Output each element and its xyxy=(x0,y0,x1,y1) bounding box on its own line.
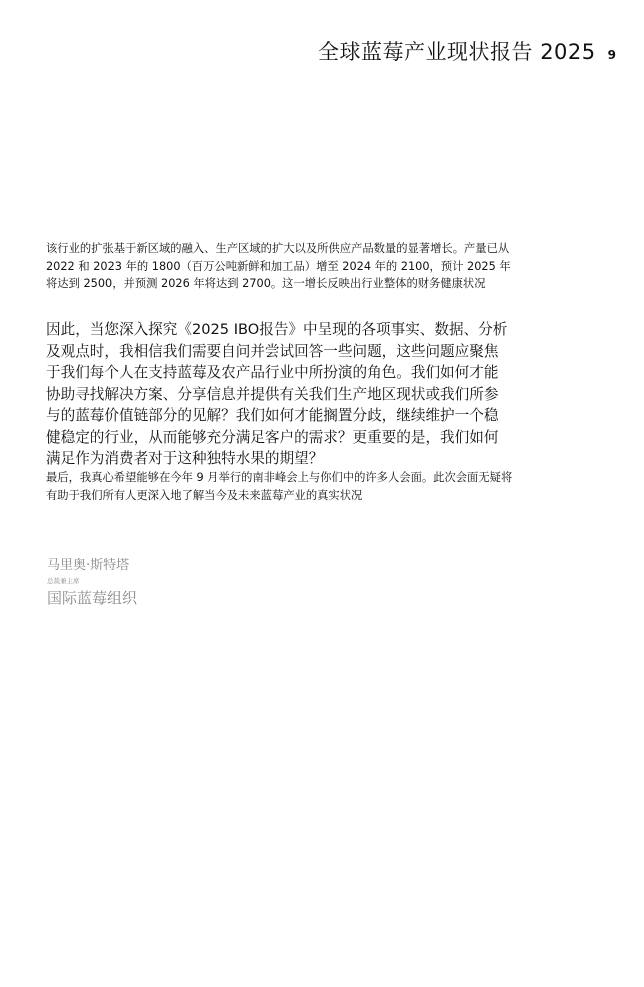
signer-role: 总裁兼主席 xyxy=(47,577,80,585)
paragraph-industry-growth: 该行业的扩张基于新区域的融入、生产区域的扩大以及所供应产品数量的显著增长。产量已从 2022 和 2023 年的 1800（百万公吨新鲜和加工品）增至 2024 年的 2100，预计 2025 年将达到 2500，并预测 2026 年将达到 2700。这一增长反映出行业整体的财务健康状况 xyxy=(46,242,511,290)
signature-block xyxy=(47,558,137,608)
page-number: 9 xyxy=(607,48,616,62)
organization-name: 国际蓝莓组织 xyxy=(47,589,138,607)
paragraph-closing: 最后，我真心希望能够在今年 9 月举行的南非峰会上与你们中的许多人会面。此次会面无疑将有助于我们所有人更深入地了解当今及未来蓝莓产业的真实状况 xyxy=(46,471,513,502)
signer-name: 马里奥·斯特塔 xyxy=(47,558,130,573)
page-header xyxy=(318,36,616,66)
report-title: 全球蓝莓产业现状报告 2025 xyxy=(318,40,596,64)
paragraph-questions: 因此，当您深入探究《2025 IBO报告》中呈现的各项事实、数据、分析及观点时，我相信我们需要自问并尝试回答一些问题，这些问题应聚焦于我们每个人在支持蓝莓及农产品行业中所扮演的角色。我们如何才能协助寻找解决方案、分享信息并提供有关我们生产地区现状或我们所参与的蓝莓价值链部分的见解？我们如何才能搁置分歧，继续维护一个稳健稳定的行业，从而能够充分满足客户的需求？更重要的是，我们如何满足作为消费者对于这种独特水果的期望？ xyxy=(46,321,508,467)
